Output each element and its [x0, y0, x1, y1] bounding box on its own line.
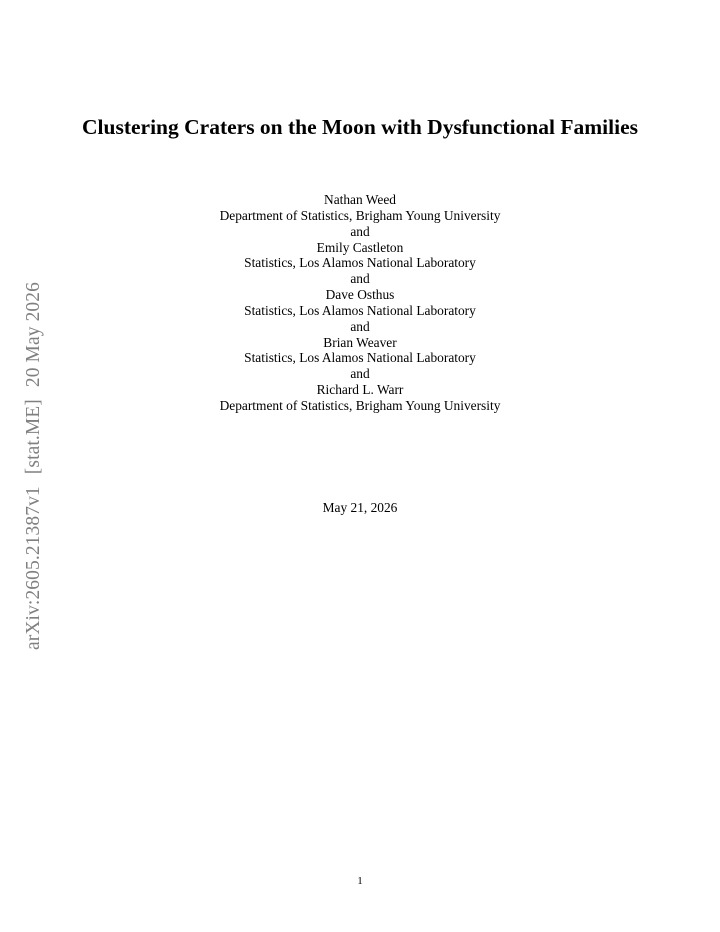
author-affiliation: Statistics, Los Alamos National Laboratory: [244, 350, 476, 366]
paper-title: Clustering Craters on the Moon with Dysfunctional Families: [82, 115, 638, 139]
author-separator: and: [350, 366, 370, 382]
arxiv-stamp: [23, 282, 45, 650]
author-affiliation: Department of Statistics, Brigham Young University: [219, 397, 501, 413]
arxiv-id: arXiv:2605.21387v1: [23, 486, 44, 650]
author-name: Richard L. Warr: [316, 382, 404, 398]
author-block: [100, 192, 620, 414]
arxiv-category: [stat.ME]: [23, 399, 44, 475]
author-name: Emily Castleton: [316, 239, 404, 255]
author-affiliation: Statistics, Los Alamos National Laboratory: [244, 255, 476, 271]
author-separator: and: [350, 223, 370, 239]
author-name: Dave Osthus: [325, 287, 395, 303]
paper-date: May 21, 2026: [322, 500, 398, 515]
author-name: Brian Weaver: [323, 334, 397, 350]
author-separator: and: [350, 318, 370, 334]
author-affiliation: Department of Statistics, Brigham Young University: [219, 207, 501, 223]
page-number: 1: [357, 875, 363, 887]
arxiv-date: 20 May 2026: [23, 282, 44, 388]
author-separator: and: [350, 271, 370, 287]
author-affiliation: Statistics, Los Alamos National Laboratory: [244, 302, 476, 318]
author-name: Nathan Weed: [324, 192, 396, 207]
